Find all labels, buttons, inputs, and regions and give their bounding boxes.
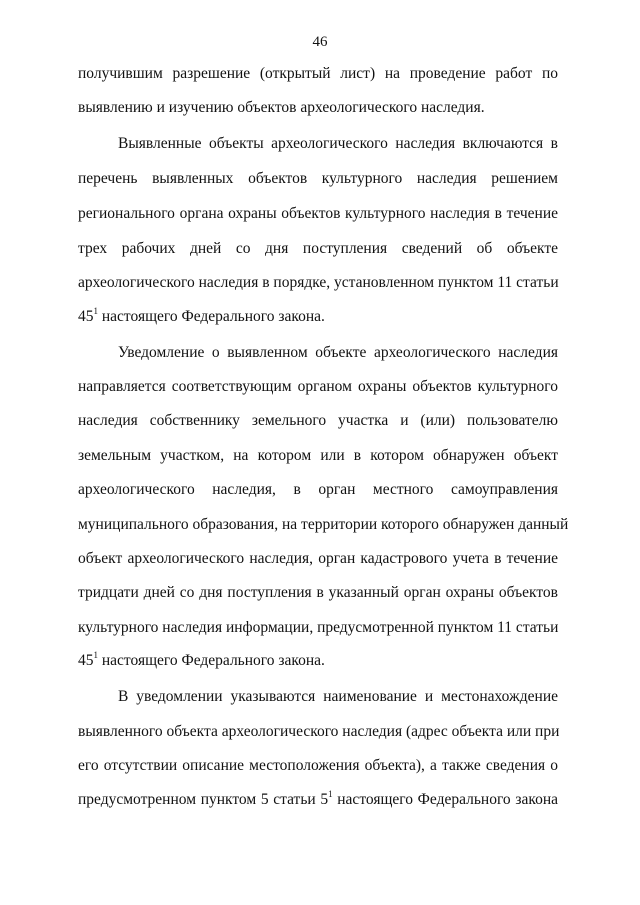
paragraph-line: археологического наследия, в орган местного самоуправления bbox=[78, 481, 558, 498]
page-number: 46 bbox=[312, 34, 328, 50]
paragraph-line: получившим разрешение (открытый лист) на проведение работ по bbox=[78, 65, 558, 82]
paragraph-line: выявленного объекта археологического наследия (адрес объекта или при bbox=[78, 723, 560, 740]
paragraph-line: археологического наследия в порядке, установленном пунктом 11 статьи bbox=[78, 274, 559, 291]
paragraph-line: направляется соответствующим органом охраны объектов культурного bbox=[78, 378, 558, 395]
superscript: 1 bbox=[93, 306, 98, 316]
paragraph-line: объект археологического наследия, орган кадастрового учета в течение bbox=[78, 550, 558, 567]
line-text: 45 bbox=[78, 308, 94, 325]
paragraph-line: земельным участком, на котором или в котором обнаружен объект bbox=[78, 447, 558, 464]
paragraph-line: выявлению и изучению объектов археологического наследия. bbox=[78, 99, 485, 116]
line-text: настоящего Федерального закона. bbox=[98, 308, 325, 325]
paragraph-line bbox=[78, 790, 558, 810]
line-text: предусмотренном пунктом 5 статьи 5 bbox=[78, 791, 329, 808]
line-text: настоящего Федерального закона. bbox=[98, 652, 325, 669]
superscript: 1 bbox=[328, 789, 333, 799]
paragraph-line: Уведомление о выявленном объекте археологического наследия bbox=[118, 344, 558, 361]
line-text: 45 bbox=[78, 652, 94, 669]
paragraph-line: культурного наследия информации, предусмотренной пунктом 11 статьи bbox=[78, 619, 559, 636]
superscript: 1 bbox=[93, 650, 98, 660]
paragraph-line: тридцати дней со дня поступления в указанный орган охраны объектов bbox=[78, 584, 558, 601]
paragraph-line: муниципального образования, на территории которого обнаружен данный bbox=[78, 516, 569, 533]
paragraph-line: Выявленные объекты археологического наследия включаются в bbox=[118, 135, 558, 152]
paragraph-line: В уведомлении указываются наименование и местонахождение bbox=[118, 688, 558, 705]
paragraph-line: перечень выявленных объектов культурного наследия решением bbox=[78, 170, 558, 187]
paragraph-line: наследия собственнику земельного участка и (или) пользователю bbox=[78, 412, 558, 429]
paragraph-line bbox=[78, 651, 558, 671]
paragraph-line: регионального органа охраны объектов культурного наследия в течение bbox=[78, 205, 558, 222]
paragraph-line bbox=[78, 307, 558, 327]
paragraph-line: трех рабочих дней со дня поступления сведений об объекте bbox=[78, 240, 558, 257]
line-text: настоящего Федерального закона bbox=[332, 791, 559, 808]
paragraph-line: его отсутствии описание местоположения объекта), а также сведения о bbox=[78, 757, 558, 774]
